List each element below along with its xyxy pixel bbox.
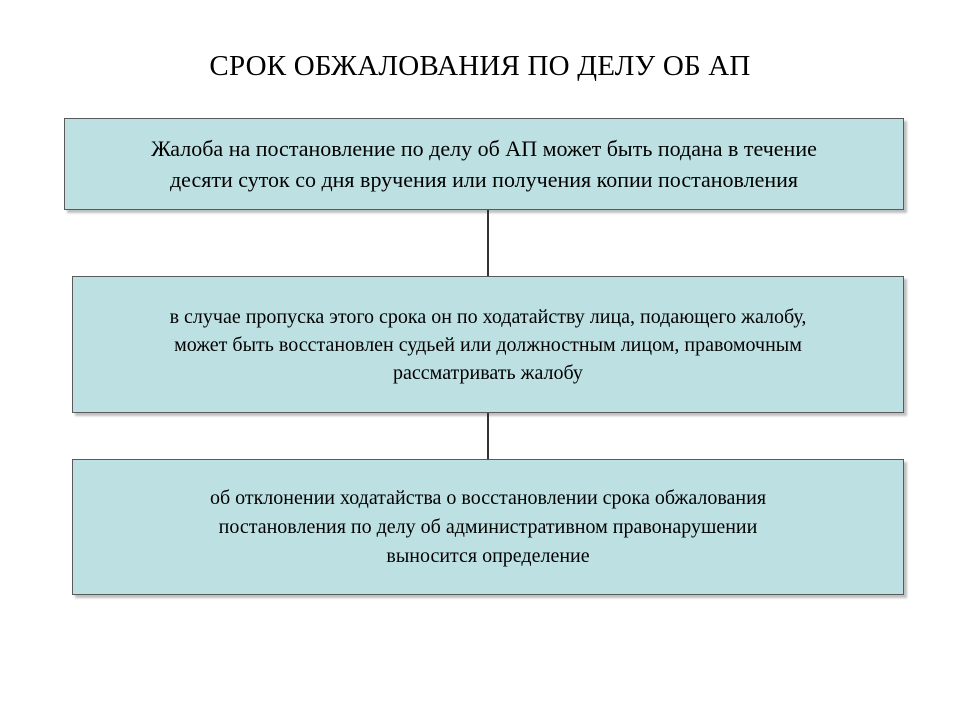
flow-box-text [151,133,817,195]
text-line: в случае пропуска этого срока он по ходатайству лица, подающего жалобу, [169,305,807,328]
flow-box-text [170,303,807,387]
text-line: постановления по делу об административном правонарушении [218,515,758,538]
text-line: десяти суток со дня вручения или получения копии постановления [169,167,799,192]
flow-box-complaint-deadline [64,118,904,210]
connector-line [487,413,489,459]
text-line: может быть восстановлен судьей или должностным лицом, правомочным [174,333,802,356]
flow-box-text [210,484,766,571]
text-line: Жалоба на постановление по делу об АП может быть подана в течение [151,136,817,161]
text-line: рассматривать жалобу [393,361,583,384]
text-line: об отклонении ходатайства о восстановлении срока обжалования [209,486,767,509]
flow-box-rejection-ruling [72,459,904,595]
flow-box-deadline-restoration [72,276,904,413]
text-line: выносится определение [386,544,590,567]
connector-line [487,210,489,276]
page-title: СРОК ОБЖАЛОВАНИЯ ПО ДЕЛУ ОБ АП [209,50,751,82]
